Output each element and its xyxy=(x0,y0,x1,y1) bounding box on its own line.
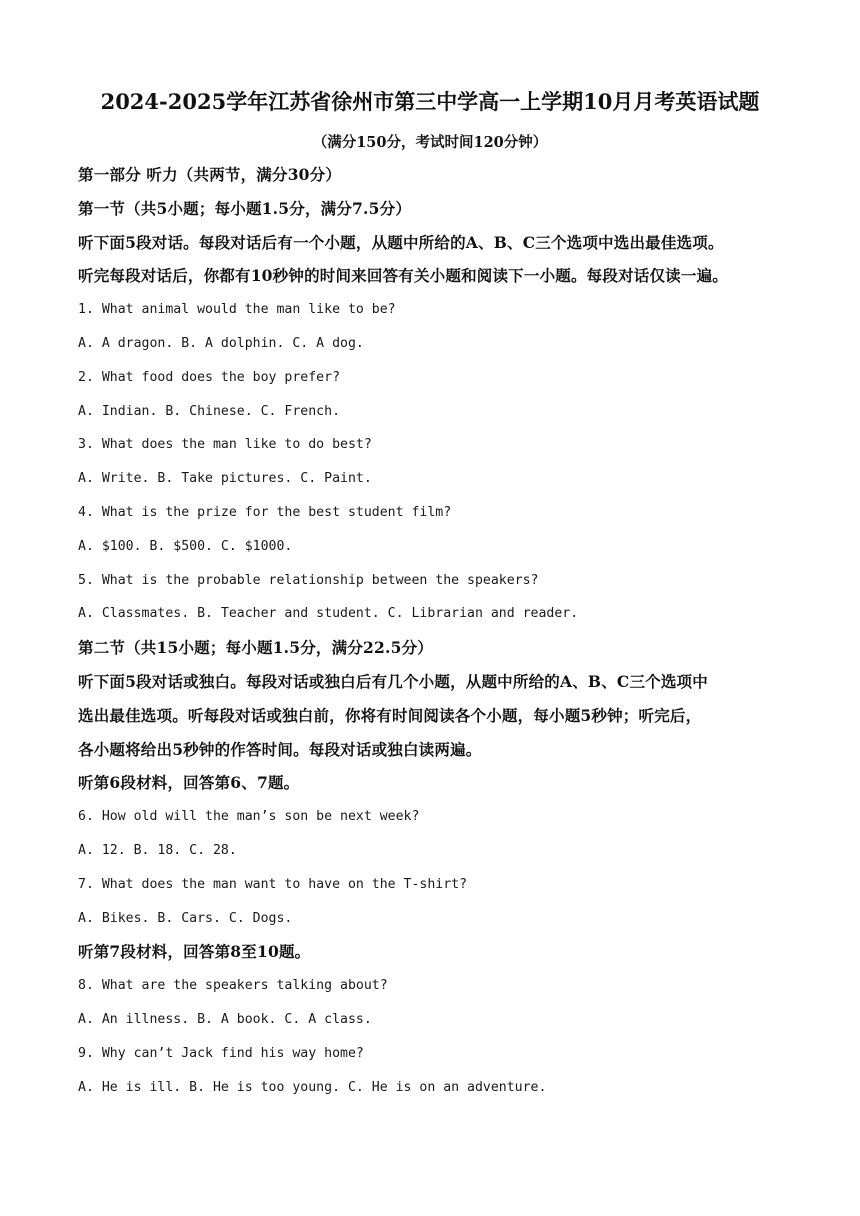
question-line: A. Write. B. Take pictures. C. Paint. xyxy=(78,471,372,487)
question-line: A. $100. B. $500. C. $1000. xyxy=(78,538,293,554)
section-text-line: 各小题将给出5秒钟的作答时间。每段对话或独白读两遍。 xyxy=(78,739,482,759)
section-text-line: 听第6段材料，回答第6、7题。 xyxy=(78,773,300,793)
question-line: A. An illness. B. A book. C. A class. xyxy=(78,1011,372,1027)
question-line: 5. What is the probable relationship between the speakers? xyxy=(78,572,539,588)
question-line: A. A dragon. B. A dolphin. C. A dog. xyxy=(78,335,364,351)
question-line: A. He is ill. B. He is too young. C. He is on an adventure. xyxy=(78,1079,547,1095)
question-line: 3. What does the man like to do best? xyxy=(78,437,372,453)
page-subtitle: （满分150分，考试时间120分钟） xyxy=(312,134,548,151)
section-text-line: 第一节（共5小题；每小题1.5分，满分7.5分） xyxy=(78,198,412,218)
section-text-line: 第二节（共15小题；每小题1.5分，满分22.5分） xyxy=(78,638,433,658)
question-line: 6. How old will the man’s son be next week? xyxy=(78,809,420,825)
question-line: A. Bikes. B. Cars. C. Dogs. xyxy=(78,910,293,926)
question-line: 7. What does the man want to have on the T-shirt? xyxy=(78,876,468,892)
page-title: 2024-2025学年江苏省徐州市第三中学高一上学期10月月考英语试题 xyxy=(100,89,760,114)
question-line: A. 12. B. 18. C. 28. xyxy=(78,842,237,858)
section-text-line: 听下面5段对话或独白。每段对话或独白后有几个小题，从题中所给的A、B、C三个选项中 xyxy=(78,671,708,691)
question-line: 9. Why can’t Jack find his way home? xyxy=(78,1045,364,1061)
section-text-line: 听完每段对话后，你都有10秒钟的时间来回答有关小题和阅读下一小题。每段对话仅读一遍。 xyxy=(78,266,728,286)
section-text-line: 第一部分 听力（共两节，满分30分） xyxy=(78,165,342,184)
document-body xyxy=(78,164,790,1110)
question-line: 4. What is the prize for the best student film? xyxy=(78,504,452,520)
question-line: A. Indian. B. Chinese. C. French. xyxy=(78,403,341,419)
section-text-line: 选出最佳选项。听每段对话或独白前，你将有时间阅读各个小题，每小题5秒钟；听完后， xyxy=(78,705,702,725)
question-line: 8. What are the speakers talking about? xyxy=(78,978,388,994)
question-line: A. Classmates. B. Teacher and student. C. Librarian and reader. xyxy=(78,606,579,622)
section-text-line: 听第7段材料，回答第8至10题。 xyxy=(78,942,311,962)
question-line: 1. What animal would the man like to be? xyxy=(78,302,396,318)
question-line: 2. What food does the boy prefer? xyxy=(78,369,341,385)
section-text-line: 听下面5段对话。每段对话后有一个小题，从题中所给的A、B、C三个选项中选出最佳选项。 xyxy=(78,232,724,252)
